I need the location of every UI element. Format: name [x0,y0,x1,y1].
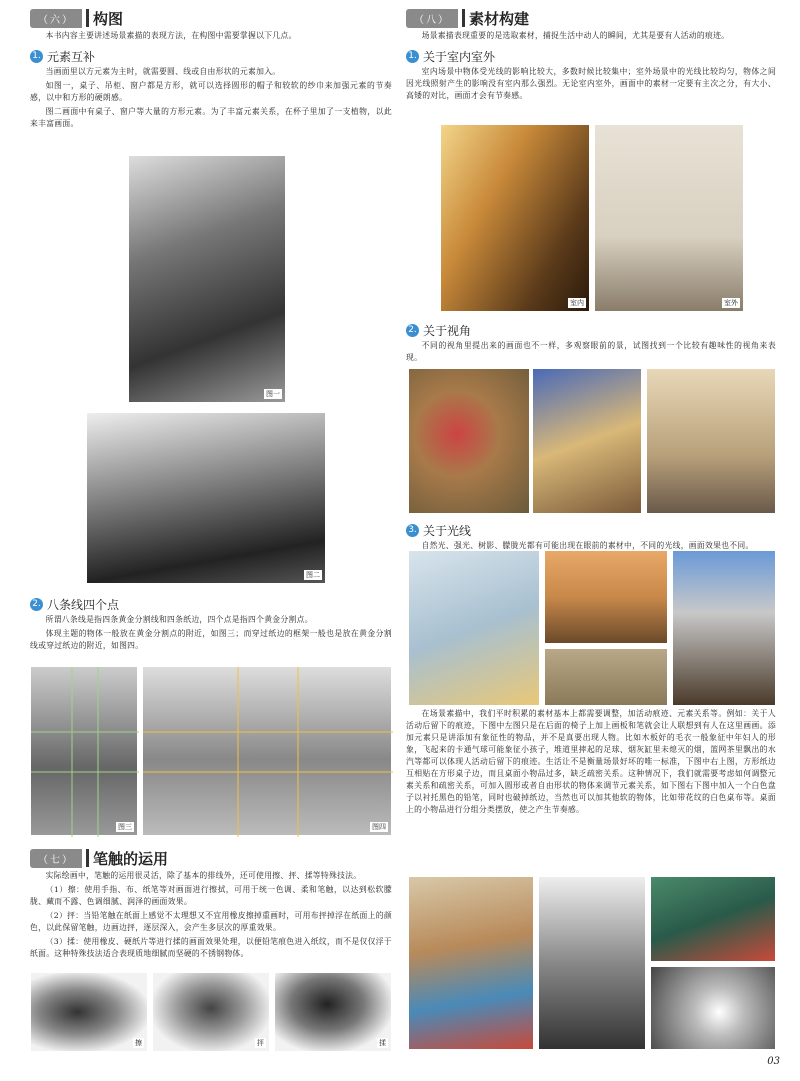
section-7-header [30,848,392,868]
photo-brooms [646,368,776,514]
section-8-header [406,8,776,28]
photo-bicycles [544,550,668,644]
paragraph: 体现主题的物体一般放在黄金分割点的附近，如图三；而穿过纸边的框架一般也是放在黄金分割线或穿过纸边的附近，如图四。 [30,629,392,650]
paragraph: （2）抨：当铅笔触在纸面上感觉不太理想又不宜用橡皮擦掉重画时，可用布抨掉浮在纸面上的颜色，以此保留笔触，边画边抨，逐层深入，会产生多层次的厚重效果。 [30,911,392,932]
outro-block [406,706,776,816]
section-tag: （七） [30,849,82,868]
figure-2-sketch [86,412,326,584]
paragraph: 自然光、强光、树影、朦胧光都有可能出现在眼前的素材中，不同的光线，画面效果也不同。 [421,541,754,550]
left-column [30,0,392,130]
figure-caption: 图四 [372,823,386,831]
section-title: 素材构建 [469,9,530,28]
number-badge: 2. [30,598,43,611]
golden-grid [31,667,139,837]
stroke-sample-rub [30,972,148,1052]
section-bar [86,849,89,867]
paragraph: 实际绘画中，笔触的运用很灵活，除了基本的排线外，还可使用擦、抨、揉等特殊技法。 [45,871,362,880]
section-intro: 本书内容主要讲述场景素描的表现方法，在构图中需要掌握以下几点。 [45,31,297,40]
figure-1-sketch [128,155,286,403]
figure-4-sketch [142,666,392,836]
photo-scooter [544,648,668,706]
figure-caption: 图三 [118,823,132,831]
figure-caption: 擦 [135,1039,142,1047]
number-badge: 2. [406,324,419,337]
paragraph: 室内场景中物体受光线的影响比较大，多数时候比较集中；室外场景中的光线比较均匀，物体之间因光线照射产生的影响没有室内那么强烈。无论室内室外，画面中的素材一定要有主次之分，有大小、高矮的对比，画面才会有节奏感。 [406,67,776,100]
photo-chairs [532,368,642,514]
paragraph: （1）擦：使用手指、布、纸笔等对画面进行擦拭，可用于统一色调、柔和笔触，以达到松软朦胧、藏而不露、色调细腻、润泽的画面效果。 [30,885,392,906]
section-tag: （八） [406,9,458,28]
stroke-sample-knead [274,972,392,1052]
subsection-header [406,522,776,538]
section-6-header [30,8,392,28]
photo-shoes [408,368,530,514]
paragraph: （3）揉：使用橡皮、硬纸片等进行揉的画面效果处理，以便铅笔痕色进入纸纹，而不是仅仅浮于纸面。这种特殊技法适合表现质地细腻而坚硬的不锈钢物体。 [30,937,392,958]
subsection-header [406,48,776,64]
subsection-title: 元素互补 [47,49,96,64]
stroke-sample-dab [152,972,270,1052]
subsection-2-block [30,590,392,652]
figure-caption: 图一 [266,390,280,398]
photo-pencil-table [650,876,776,962]
subsection-title: 八条线四个点 [47,597,120,612]
paragraph: 在场景素描中，我们平时积累的素材基本上都需要调整，加活动痕迹、元素关系等。例如：关于人活动后留下的痕迹，下图中左图只是在后面的椅子上加上画板和笔就会让人联想到有人在这里画画。添加元素只是讲添加有象征性的物品，并不是真要出现人物。比如木板好的毛衣一般象征中年妇人的形象，飞起来的卡通气球可能象征小孩子，堆道里摔起的足球、烟灰缸里未熄灭的烟，篮网茶里飘出的水汽等都可以体现人活动后留下的痕迹。生活让不是衡量场景好坏的唯一标准，下图中右上图，方形纸边互相贴在方形桌子边，而且桌面小物品过多，缺乏疏密关系。这种情况下，我们就需要考虑如何调整元素关系和疏密关系，可加入圆形或者自由形状的物体来调节元素关系，如下图右下图中加入一个白色盘子以衬托黑色的铅笔，同时也破掉纸边，当然也可以加其他软的物体，比如带花纹的白色桌布等。桌面上的小物品进行分组分类摆放，使之产生节奏感。 [406,709,776,814]
number-badge: 1. [30,50,43,63]
section-tag: （六） [30,9,82,28]
subsection-view-block [406,316,776,364]
number-badge: 3. [406,524,419,537]
section-title: 笔触的运用 [93,849,169,868]
photo-table-sketch [538,876,646,1050]
photo-caption: 室外 [724,299,738,307]
subsection-title: 关于室内室外 [423,49,496,64]
right-column [406,0,776,102]
figure-caption: 揉 [379,1039,386,1047]
number-badge: 1. [406,50,419,63]
figure-caption: 图二 [306,571,320,579]
section-title: 构图 [93,9,124,28]
paragraph: 所谓八条线是指四条黄金分割线和四条纸边，四个点是指四个黄金分割点。 [45,615,313,624]
photo-street-stall [672,550,776,706]
golden-grid [143,667,393,837]
paragraph: 不同的视角里提出来的画面也不一样，多观察眼前的景，试图找到一个比较有趣味性的视角来表现。 [406,341,776,362]
subsection-header [30,596,392,612]
photo-street-chairs [408,876,534,1050]
section-bar [86,9,89,27]
photo-pencil-sketch [650,966,776,1050]
paragraph: 如图一，桌子、吊柜、窗户都是方形，就可以选择圆形的帽子和较软的纱巾来加强元素的节奏感，以中和方形的硬朗感。 [30,81,392,102]
subsection-header [30,48,392,64]
subsection-light-block [406,516,776,552]
figure-3-sketch [30,666,138,836]
subsection-title: 关于视角 [423,323,472,338]
paragraph: 图二画面中有桌子、窗户等大量的方形元素。为了丰富元素关系，在杯子里加了一支植物，以此来丰富画面。 [30,107,392,128]
section-7-block [30,840,392,960]
photo-outdoor [594,124,744,312]
paragraph: 当画面里以方元素为主时，就需要圆、线或自由形状的元素加入。 [45,67,281,76]
photo-caption: 室内 [570,299,584,307]
page-number: 03 [767,1056,780,1067]
figure-caption: 抨 [257,1039,264,1047]
photo-indoor [440,124,590,312]
subsection-title: 关于光线 [423,523,472,538]
section-intro: 场景素描表现重要的是选取素材，捕捉生活中动人的瞬间，尤其是要有人活动的痕迹。 [421,31,730,40]
photo-sink [408,550,540,706]
section-bar [462,9,465,27]
subsection-header [406,322,776,338]
